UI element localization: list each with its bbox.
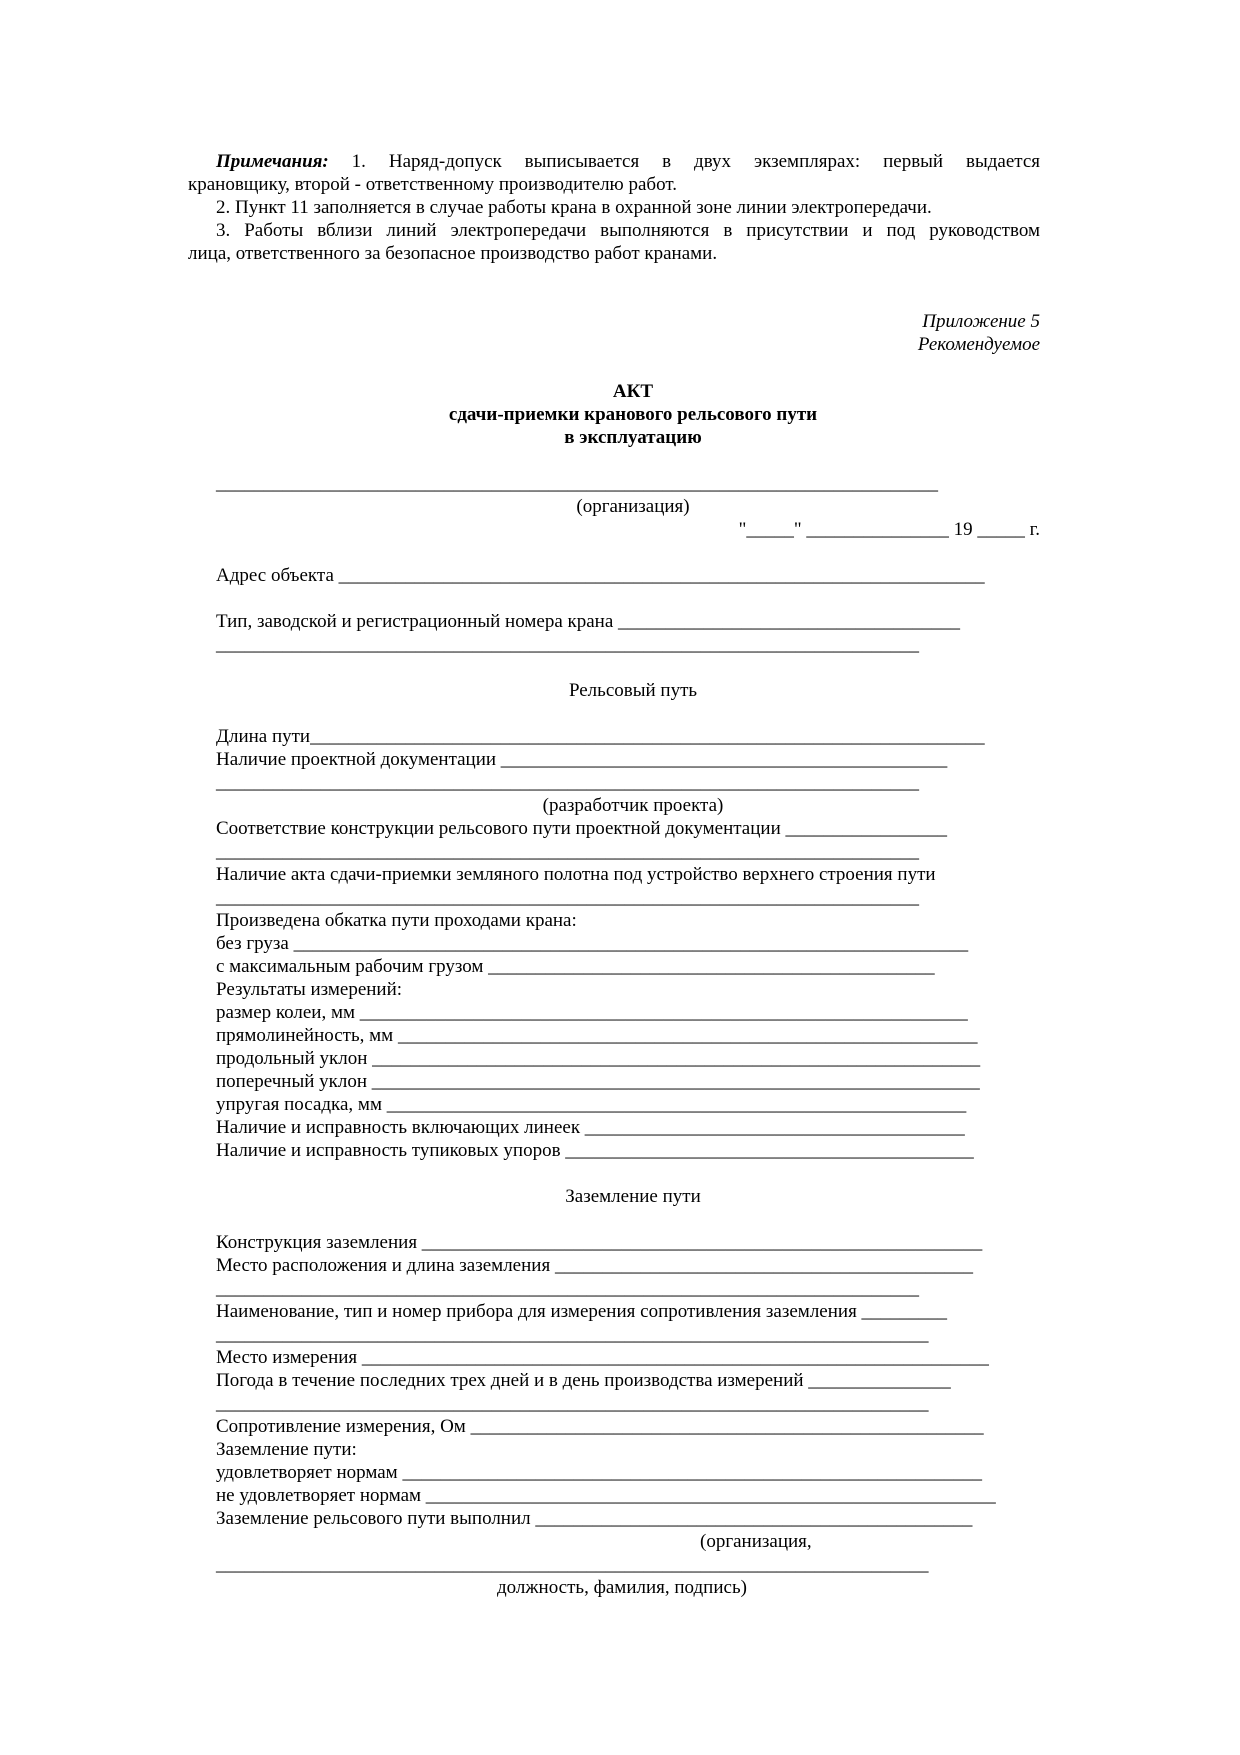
performer-org-caption: (организация, xyxy=(700,1531,812,1552)
field-switch-rulers: Наличие и исправность включающих линеек ________________________________________ xyxy=(216,1117,965,1138)
field-elastic: упругая посадка, мм _____________________________________________________________ xyxy=(216,1094,967,1115)
field-no-load: без груза _______________________________________________________________________ xyxy=(216,933,969,954)
field-conformity: Соответствие конструкции рельсового пути проектной документации _________________ xyxy=(216,818,947,839)
field-conformity-cont: __________________________________________________________________________ xyxy=(216,841,919,862)
field-long-slope: продольный уклон ________________________________________________________________ xyxy=(216,1048,981,1069)
organization-caption: (организация) xyxy=(576,496,690,517)
note-1-first-line xyxy=(188,150,1040,173)
field-not-meets-norms: не удовлетворяет нормам ____________________________________________________________ xyxy=(216,1485,996,1506)
note-1-text: 1. Наряд-допуск выписывается в двух экземплярах: первый выдается xyxy=(328,151,1040,172)
grounding-label: Заземление пути: xyxy=(216,1439,357,1460)
date-line: "_____" _______________ 19 _____ г. xyxy=(738,519,1040,540)
field-grounding-location: Место расположения и длина заземления ____________________________________________ xyxy=(216,1255,973,1276)
field-stops: Наличие и исправность тупиковых упоров ___________________________________________ xyxy=(216,1140,974,1161)
developer-caption: (разработчик проекта) xyxy=(542,795,724,816)
field-cross-slope: поперечный уклон ________________________________________________________________ xyxy=(216,1071,980,1092)
title-act: АКТ xyxy=(612,381,654,402)
field-crane-type: Тип, заводской и регистрационный номера крана ____________________________________ xyxy=(216,611,961,632)
field-max-load: с максимальным рабочим грузом _______________________________________________ xyxy=(216,956,935,977)
field-earthwork-act: Наличие акта сдачи-приемки земляного полотна под устройство верхнего строения пути xyxy=(216,864,936,885)
field-resistance: Сопротивление измерения, Ом ______________________________________________________ xyxy=(216,1416,984,1437)
field-instrument: Наименование, тип и номер прибора для измерения сопротивления заземления _________ xyxy=(216,1301,948,1322)
note-1-second-line: крановщику, второй - ответственному производителю работ. xyxy=(188,174,677,195)
field-performed-by: Заземление рельсового пути выполнил ______________________________________________ xyxy=(216,1508,973,1529)
results-label: Результаты измерений: xyxy=(216,979,403,1000)
signature-line: ___________________________________________________________________________ xyxy=(216,1554,929,1575)
field-weather: Погода в течение последних трех дней и в день производства измерений _______________ xyxy=(216,1370,951,1391)
field-meets-norms: удовлетворяет нормам _____________________________________________________________ xyxy=(216,1462,982,1483)
note-3-second-line: лица, ответственного за безопасное производство работ кранами. xyxy=(188,243,718,264)
field-straightness: прямолинейность, мм _____________________________________________________________ xyxy=(216,1025,978,1046)
grounding-heading: Заземление пути xyxy=(565,1186,701,1207)
field-crane-type-cont: __________________________________________________________________________ xyxy=(216,634,919,655)
note-2: 2. Пункт 11 заполняется в случае работы крана в охранной зоне линии электропередачи. xyxy=(216,197,932,218)
field-measure-place: Место измерения __________________________________________________________________ xyxy=(216,1347,989,1368)
field-length: Длина пути_______________________________________________________________________ xyxy=(216,726,985,747)
field-grounding-location-cont: __________________________________________________________________________ xyxy=(216,1278,919,1299)
field-instrument-cont: ___________________________________________________________________________ xyxy=(216,1324,929,1345)
organization-line: ____________________________________________________________________________ xyxy=(216,473,938,494)
rail-heading: Рельсовый путь xyxy=(568,680,698,701)
field-grounding-construction: Конструкция заземления ___________________________________________________________ xyxy=(216,1232,983,1253)
field-weather-cont: ___________________________________________________________________________ xyxy=(216,1393,929,1414)
appendix-number: Приложение 5 xyxy=(922,311,1040,332)
title-operation: в эксплуатацию xyxy=(564,427,702,448)
title-subject: сдачи-приемки кранового рельсового пути xyxy=(448,404,818,425)
field-gauge: размер колеи, мм ________________________________________________________________ xyxy=(216,1002,968,1023)
note-3-first-line: 3. Работы вблизи линий электропередачи выполняются в присутствии и под руководством xyxy=(216,220,1040,241)
field-docs-cont: __________________________________________________________________________ xyxy=(216,772,919,793)
appendix-status: Рекомендуемое xyxy=(917,334,1040,355)
notes-label: Примечания: xyxy=(216,151,329,172)
field-docs: Наличие проектной документации _______________________________________________ xyxy=(216,749,948,770)
signature-caption: должность, фамилия, подпись) xyxy=(497,1577,747,1598)
field-earthwork-cont: __________________________________________________________________________ xyxy=(216,887,919,908)
run-in-label: Произведена обкатка пути проходами крана: xyxy=(216,910,577,931)
field-address: Адрес объекта ____________________________________________________________________ xyxy=(216,565,985,586)
